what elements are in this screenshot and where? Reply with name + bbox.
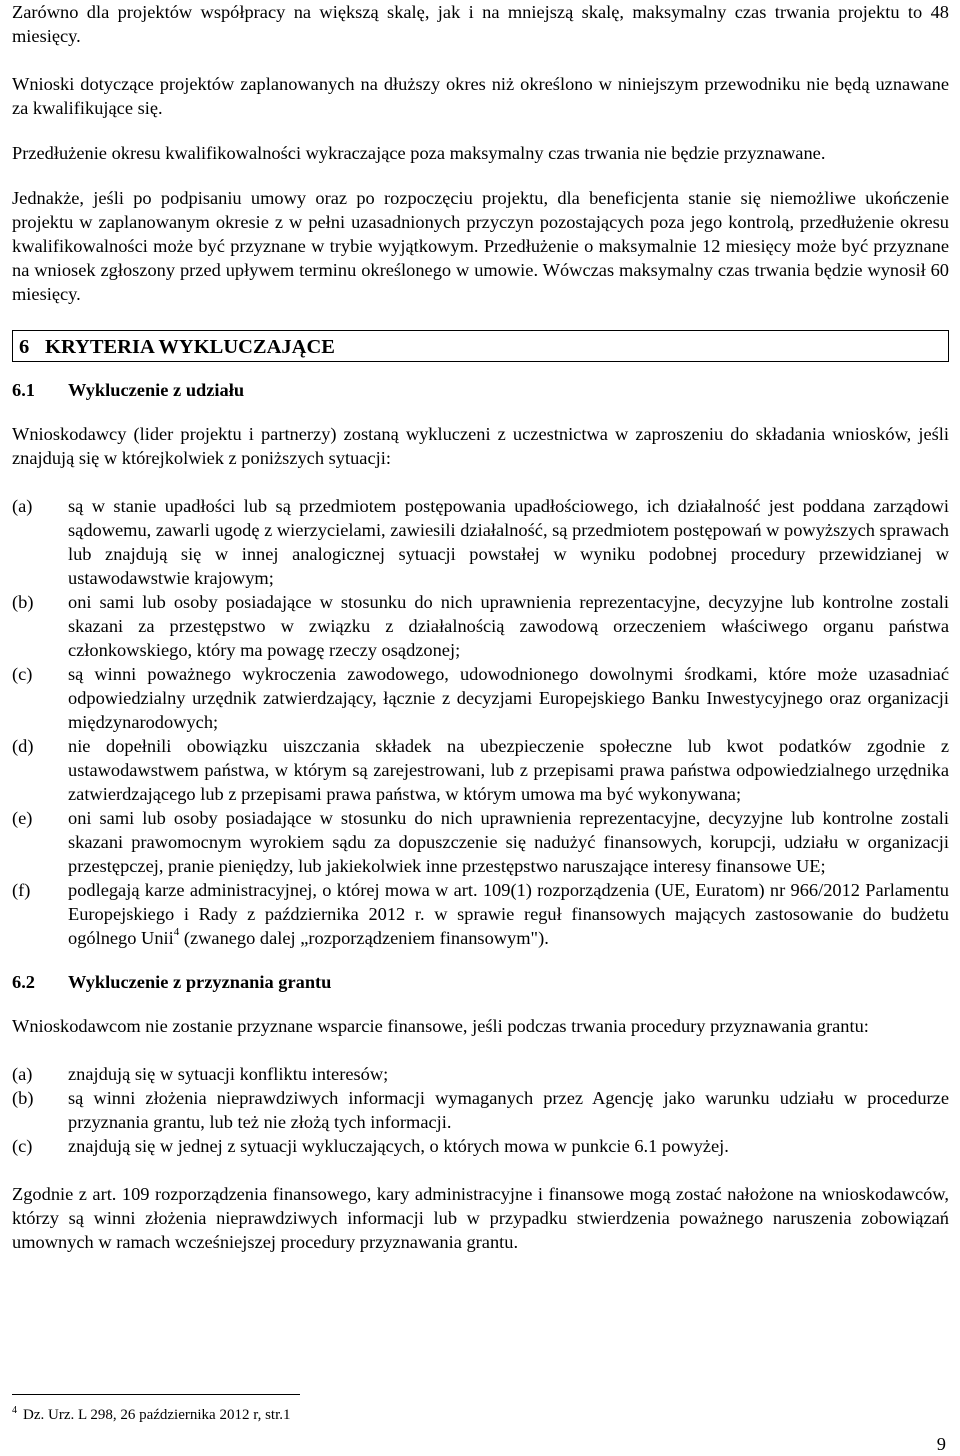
paragraph-max-duration: Zarówno dla projektów współpracy na większą skalę, jak i na mniejszą skalę, maksymalny czas trwania projektu to 48 miesięcy. <box>12 2 949 46</box>
list-item: (a) są w stanie upadłości lub są przedmiotem postępowania upadłościowego, ich działalność jest poddana zarządowi sądowemu, zawarli ugodę z wierzycielami, zawiesili działalność, są przedmiotem postępowań w powyższych sprawach lub znajdują się w innej analogicznej sytuacji powstałej w wyniku podobnej procedury przewidzianej w ustawodawstwie krajowym; <box>12 496 949 588</box>
paragraph-grant-exclusion-lead: Wnioskodawcom nie zostanie przyznane wsparcie finansowe, jeśli podczas trwania procedury przyznawania grantu: <box>12 1016 869 1036</box>
list-item: (b) są winni złożenia nieprawdziwych informacji wymaganych przez Agencję jako warunku udziału w procedurze przyznania grantu, lub też nie złożą tych informacji. <box>12 1088 949 1132</box>
subsection-heading-6-1 <box>12 378 949 402</box>
paragraph-exceptional-extension: Jednakże, jeśli po podpisaniu umowy oraz po rozpoczęciu projektu, dla beneficjenta stanie się niemożliwe ukończenie projektu w zaplanowanym okresie z w pełni uzasadnionych przyczyn pozostających poza jego kontrolą, przedłużenie okresu kwalifikowalności może być przyznane w trybie wyjątkowym. Przedłużenie o maksymalnie 12 miesięcy może być przyznane na wniosek zgłoszony przed upływem terminu określonego w umowie. Wówczas maksymalny czas trwania będzie wynosił 60 miesięcy. <box>12 188 949 304</box>
document-page <box>12 0 949 1254</box>
list-item: (f) podlegają karze administracyjnej, o której mowa w art. 109(1) rozporządzenia (UE, Euratom) nr 966/2012 Parlamentu Europejskiego i Rady z października 2012 r. w sprawie reguł finansowych mających zastosowanie do budżetu ogólnego Unii$^4$ (zwanego dalej „rozporządzeniem finansowym"). <box>12 880 949 948</box>
footnote-text: Dz. Urz. L 298, 26 października 2012 r, str.1 <box>23 1407 291 1423</box>
list-item: (a) znajdują się w sytuacji konfliktu interesów; <box>12 1064 389 1084</box>
paragraph-no-extension: Przedłużenie okresu kwalifikowalności wykraczające poza maksymalny czas trwania nie będzie przyznawane. <box>12 143 826 163</box>
list-item: (d) nie dopełnili obowiązku uiszczania składek na ubezpieczenie społeczne lub kwot podatków zgodnie z ustawodawstwem państwa, w którym są zarejestrowani, lub z przepisami prawa państwa odpowiedzialnego urzędnika zatwierdzającego lub z przepisami prawa państwa, w którym umowa ma być wykonywana; <box>12 736 949 804</box>
list-item: (c) znajdują się w jednej z sytuacji wykluczających, o których mowa w punkcie 6.1 powyżej. <box>12 1136 729 1156</box>
section-heading-6 <box>12 330 949 362</box>
section-number: 6 <box>19 336 30 358</box>
subsection-title: Wykluczenie z udziału <box>68 380 245 400</box>
footnote <box>12 1406 291 1424</box>
subsection-number: 6.1 <box>12 380 35 400</box>
page-number: 9 <box>936 1434 946 1454</box>
subsection-title: Wykluczenie z przyznania grantu <box>68 972 332 992</box>
paragraph-longer-projects: Wnioski dotyczące projektów zaplanowanych na dłuższy okres niż określono w niniejszym przewodniku nie będą uznawane za kwalifikujące się. <box>12 74 949 118</box>
list-item: (b) oni sami lub osoby posiadające w stosunku do nich uprawnienia reprezentacyjne, decyzyjne lub kontrolne zostali skazani za przestępstwo w związku z działalnością zawodową orzeczeniem właściwego organu państwa członkowskiego, który ma powagę rzeczy osądzonej; <box>12 592 949 660</box>
section-title: KRYTERIA WYKLUCZAJĄCE <box>45 336 335 358</box>
list-item: (c) są winni poważnego wykroczenia zawodowego, udowodnionego dowolnymi środkami, które może uzasadniać odpowiedzialny urzędnik zatwierdzający, łącznie z decyzjami Europejskiego Banku Inwestycyjnego oraz organizacji międzynarodowych; <box>12 664 949 732</box>
list-item: (e) oni sami lub osoby posiadające w stosunku do nich uprawnienia reprezentacyjne, decyzyjne lub kontrolne zostali skazani prawomocnym wyrokiem sądu za dopuszczenie się nadużyć finansowych, korupcji, udziału w organizacji przestępczej, pranie pieniędzy, lub jakiekolwiek inne przestępstwo naruszające interesy finansowe UE; <box>12 808 949 876</box>
exclusion-list <box>12 494 949 950</box>
grant-exclusion-list <box>12 1062 949 1158</box>
paragraph-exclusion-lead: Wnioskodawcy (lider projektu i partnerzy) zostaną wykluczeni z uczestnictwa w zaproszeniu do składania wniosków, jeśli znajdują się w którejkolwiek z poniższych sytuacji: <box>12 424 949 468</box>
footnote-divider <box>12 1394 300 1395</box>
subsection-number: 6.2 <box>12 972 35 992</box>
subsection-heading-6-2 <box>12 970 949 994</box>
paragraph-administrative-penalties: Zgodnie z art. 109 rozporządzenia finansowego, kary administracyjne i finansowe mogą zostać nałożone na wnioskodawców, którzy są winni złożenia nieprawdziwych informacji lub w przypadku stwierdzenia poważnego naruszenia zobowiązań umownych w ramach wcześniejszej procedury przyznawania grantu. <box>12 1184 949 1252</box>
footnote-reference: 4 <box>173 926 180 938</box>
footnote-marker: 4 <box>12 1405 17 1416</box>
